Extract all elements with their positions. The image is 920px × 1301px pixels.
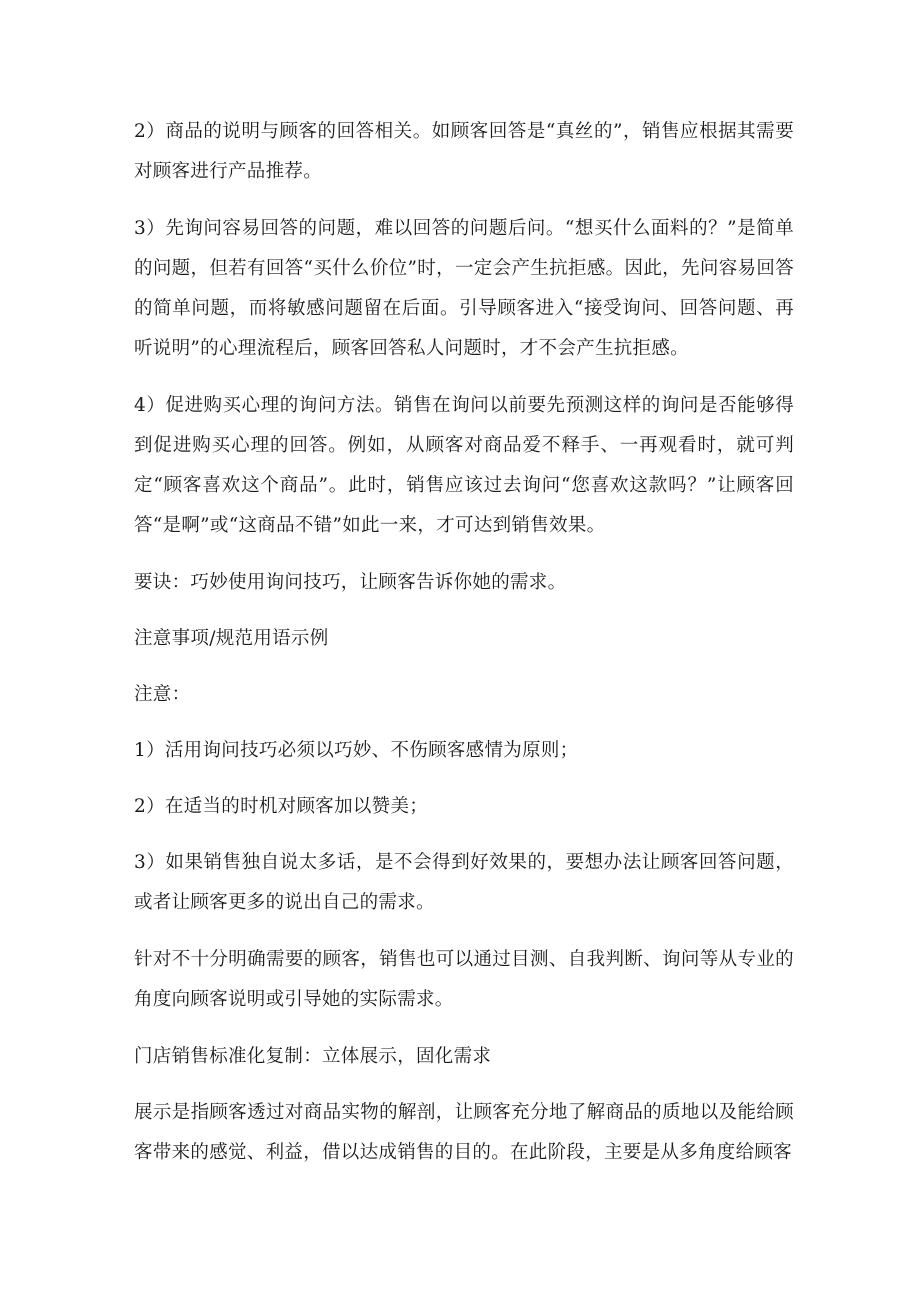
document-body <box>134 112 794 1190</box>
paragraph-display-definition: 展示是指顾客透过对商品实物的解剖，让顾客充分地了解商品的质地以及能给顾客带来的感觉、利益，借以达成销售的目的。在此阶段，主要是从多角度给顾客 <box>134 1102 794 1163</box>
paragraph-purchase-psychology: 4）促进购买心理的询问方法。销售在询问以前要先预测这样的询问是否能够得到促进购买心理的回答。例如，从顾客对商品爱不释手、一再观看时，就可判定“顾客喜欢这个商品”。此时，销售应该过去询问“您喜欢这款吗？”让顾客回答“是啊”或“这商品不错”如此一来，才可达到销售效果。 <box>134 395 794 536</box>
note-item-1: 1）活用询问技巧必须以巧妙、不伤顾客感情为原则； <box>134 740 579 761</box>
notes-label: 注意： <box>134 684 191 705</box>
note-item-3: 3）如果销售独自说太多话，是不会得到好效果的，要想办法让顾客回答问题，或者让顾客更多的说出自己的需求。 <box>134 852 794 913</box>
paragraph-unclear-needs: 针对不十分明确需要的顾客，销售也可以通过目测、自我判断、询问等从专业的角度向顾客说明或引导她的实际需求。 <box>134 949 794 1010</box>
note-item-2: 2）在适当的时机对顾客加以赞美； <box>134 796 429 817</box>
paragraph-product-explanation: 2）商品的说明与顾客的回答相关。如顾客回答是“真丝的”，销售应根据其需要对顾客进行产品推荐。 <box>134 121 794 182</box>
paragraph-key-tip: 要诀：巧妙使用询问技巧，让顾客告诉你她的需求。 <box>134 572 567 593</box>
paragraph-easy-questions-first: 3）先询问容易回答的问题，难以回答的问题后问。“想买什么面料的？”是简单的问题，但若有回答“买什么价位”时，一定会产生抗拒感。因此，先问容易回答的简单问题，而将敏感问题留在后面。引导顾客进入“接受询问、回答问题、再听说明”的心理流程后，顾客回答私人问题时，才不会产生抗拒感。 <box>134 218 794 359</box>
section-heading-display: 门店销售标准化复制：立体展示，固化需求 <box>134 1046 492 1067</box>
section-heading-notes: 注意事项/规范用语示例 <box>134 628 329 649</box>
